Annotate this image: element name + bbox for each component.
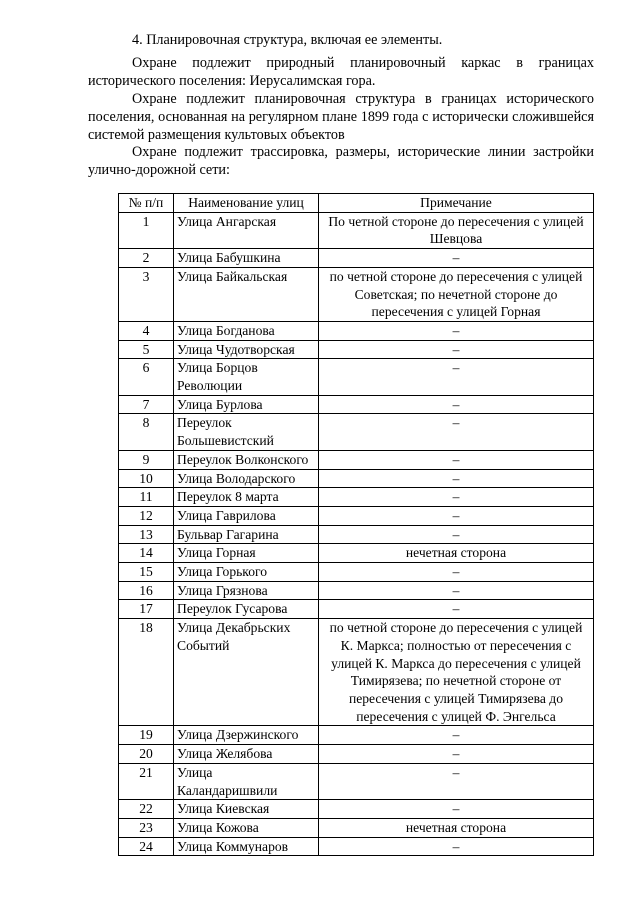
- street-note: –: [319, 450, 594, 469]
- street-name: Улица Володарского: [174, 469, 319, 488]
- street-note: –: [319, 600, 594, 619]
- row-number: 18: [119, 619, 174, 726]
- table-row: [119, 321, 594, 340]
- street-note: –: [319, 745, 594, 764]
- street-name: Улица Ангарская: [174, 212, 319, 248]
- street-note: –: [319, 763, 594, 799]
- table-row: [119, 488, 594, 507]
- street-name: Улица Кожова: [174, 818, 319, 837]
- header-note: Примечание: [319, 194, 594, 213]
- section-heading: 4. Планировочная структура, включая ее элементы.: [132, 32, 443, 48]
- street-name: Улица Гаврилова: [174, 506, 319, 525]
- row-number: 4: [119, 321, 174, 340]
- street-name: Переулок Гусарова: [174, 600, 319, 619]
- row-number: 24: [119, 837, 174, 856]
- street-note: –: [319, 525, 594, 544]
- street-note: –: [319, 506, 594, 525]
- street-note: –: [319, 563, 594, 582]
- street-note: –: [319, 488, 594, 507]
- street-note: –: [319, 249, 594, 268]
- table-row: [119, 745, 594, 764]
- table-row: [119, 249, 594, 268]
- table-row: [119, 267, 594, 321]
- row-number: 11: [119, 488, 174, 507]
- street-note: –: [319, 837, 594, 856]
- street-name: Переулок Большевистский: [174, 414, 319, 450]
- street-name: Переулок 8 марта: [174, 488, 319, 507]
- table-header-row: [119, 194, 594, 213]
- table-row: [119, 544, 594, 563]
- street-note: –: [319, 340, 594, 359]
- table-row: [119, 726, 594, 745]
- street-name: Улица Дзержинского: [174, 726, 319, 745]
- street-name: Улица Горького: [174, 563, 319, 582]
- table-row: [119, 581, 594, 600]
- street-name: Улица Бурлова: [174, 395, 319, 414]
- street-note: –: [319, 800, 594, 819]
- row-number: 5: [119, 340, 174, 359]
- table-row: [119, 359, 594, 395]
- row-number: 7: [119, 395, 174, 414]
- row-number: 12: [119, 506, 174, 525]
- row-number: 10: [119, 469, 174, 488]
- table-row: [119, 837, 594, 856]
- street-note: –: [319, 414, 594, 450]
- row-number: 15: [119, 563, 174, 582]
- street-name: Улица Борцов Революции: [174, 359, 319, 395]
- row-number: 22: [119, 800, 174, 819]
- table-row: [119, 563, 594, 582]
- table-row: [119, 340, 594, 359]
- header-number: № п/п: [119, 194, 174, 213]
- paragraph-street-network: Охране подлежит трассировка, размеры, исторические линии застройки улично-дорожной сети:: [88, 144, 594, 178]
- street-name: Улица Бабушкина: [174, 249, 319, 268]
- street-name: Улица Байкальская: [174, 267, 319, 321]
- street-name: Улица Грязнова: [174, 581, 319, 600]
- street-note: –: [319, 581, 594, 600]
- street-note: нечетная сторона: [319, 544, 594, 563]
- row-number: 9: [119, 450, 174, 469]
- street-note: –: [319, 321, 594, 340]
- row-number: 8: [119, 414, 174, 450]
- row-number: 16: [119, 581, 174, 600]
- row-number: 21: [119, 763, 174, 799]
- street-name: Улица Горная: [174, 544, 319, 563]
- table-row: [119, 600, 594, 619]
- header-street-name: Наименование улиц: [174, 194, 319, 213]
- street-name: Бульвар Гагарина: [174, 525, 319, 544]
- streets-table: [118, 193, 594, 856]
- table-row: [119, 619, 594, 726]
- table-row: [119, 395, 594, 414]
- street-note: –: [319, 726, 594, 745]
- street-name: Переулок Волконского: [174, 450, 319, 469]
- street-note: по четной стороне до пересечения с улицей Советская; по нечетной стороне до пересечения с улицей Горная: [319, 267, 594, 321]
- paragraph-natural-framework: Охране подлежит природный планировочный каркас в границах исторического поселения: Иерусалимская гора.: [88, 55, 594, 89]
- street-name: Улица Коммунаров: [174, 837, 319, 856]
- row-number: 13: [119, 525, 174, 544]
- street-note: по четной стороне до пересечения с улицей К. Маркса; полностью от пересечения с улицей К. Маркса до пересечения с улицей Тимирязева; по нечетной стороне от пересечения с улицей Тимирязева до пересечения с улицей Ф. Энгельса: [319, 619, 594, 726]
- street-name: Улица Каландаришвили: [174, 763, 319, 799]
- table-row: [119, 800, 594, 819]
- table-row: [119, 763, 594, 799]
- table-row: [119, 818, 594, 837]
- paragraph-planning-structure: Охране подлежит планировочная структура в границах исторического поселения, основанная на регулярном плане 1899 года с исторически сложившейся системой размещения культовых объектов: [88, 91, 594, 143]
- table-row: [119, 506, 594, 525]
- row-number: 20: [119, 745, 174, 764]
- row-number: 23: [119, 818, 174, 837]
- street-name: Улица Желябова: [174, 745, 319, 764]
- street-note: –: [319, 359, 594, 395]
- row-number: 3: [119, 267, 174, 321]
- table-row: [119, 450, 594, 469]
- street-name: Улица Чудотворская: [174, 340, 319, 359]
- street-name: Улица Киевская: [174, 800, 319, 819]
- row-number: 19: [119, 726, 174, 745]
- table-body: [119, 212, 594, 856]
- street-note: –: [319, 395, 594, 414]
- row-number: 14: [119, 544, 174, 563]
- table-row: [119, 212, 594, 248]
- street-name: Улица Богданова: [174, 321, 319, 340]
- table-row: [119, 469, 594, 488]
- row-number: 17: [119, 600, 174, 619]
- row-number: 1: [119, 212, 174, 248]
- table-row: [119, 525, 594, 544]
- table-row: [119, 414, 594, 450]
- street-note: По четной стороне до пересечения с улицей Шевцова: [319, 212, 594, 248]
- street-name: Улица Декабрьских Событий: [174, 619, 319, 726]
- row-number: 6: [119, 359, 174, 395]
- street-note: нечетная сторона: [319, 818, 594, 837]
- street-note: –: [319, 469, 594, 488]
- row-number: 2: [119, 249, 174, 268]
